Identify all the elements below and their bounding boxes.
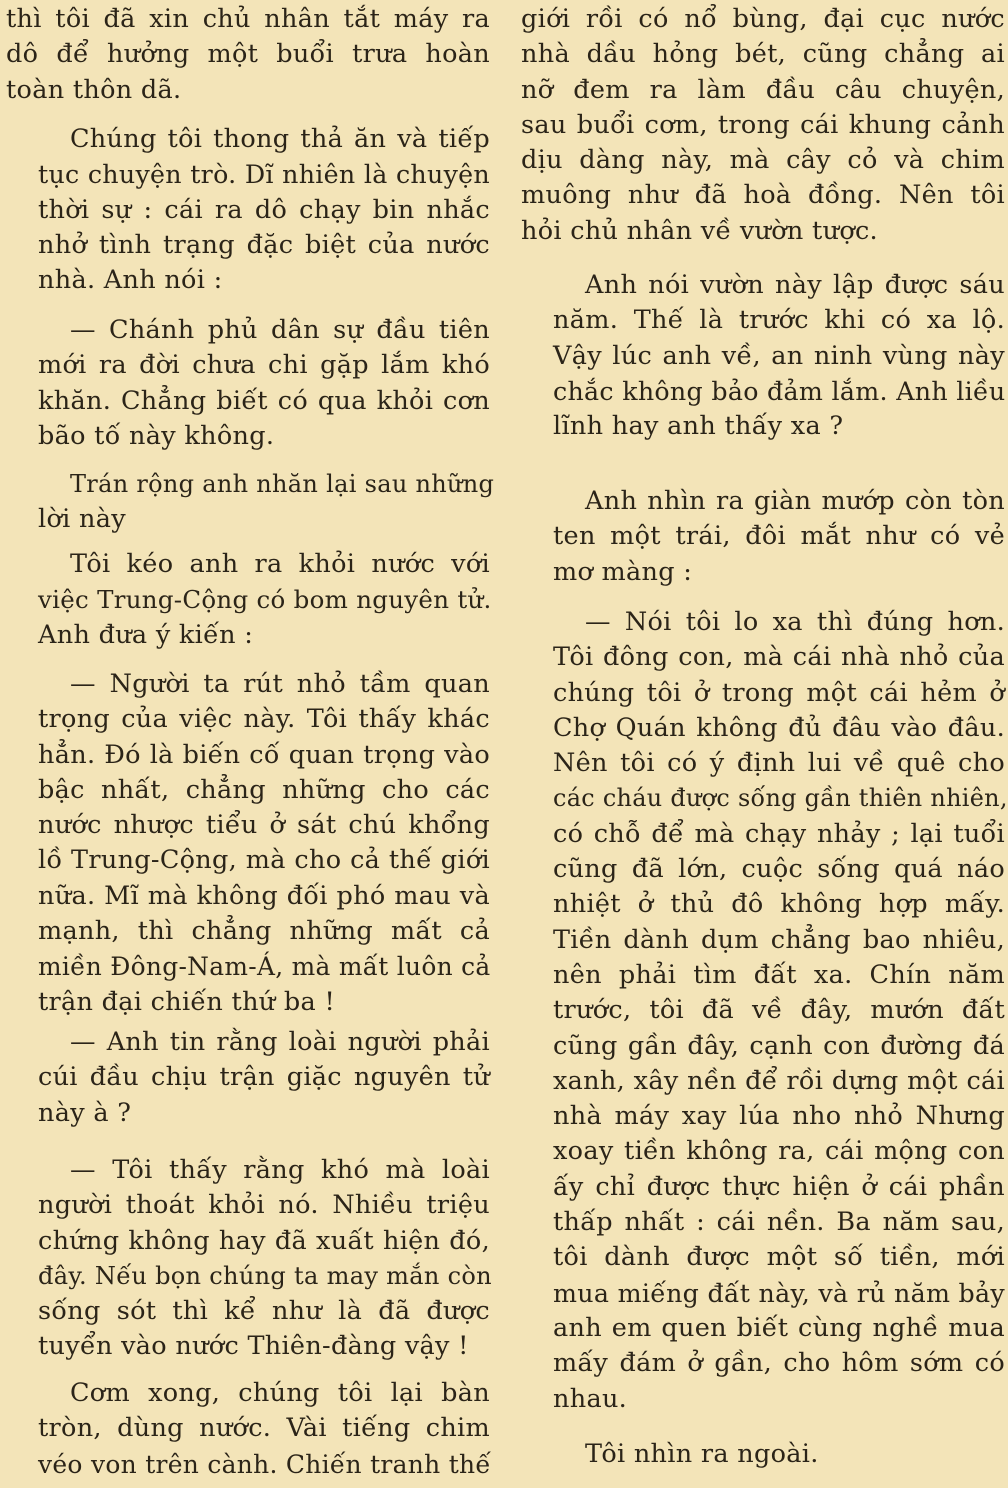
text-line: mua miếng đất này, và rủ năm bảy xyxy=(553,1278,1005,1308)
paragraph xyxy=(6,122,490,298)
text-line: chúng tôi ở trong một cái hẻm ở xyxy=(553,677,1005,708)
paragraph xyxy=(6,1376,490,1482)
text-line: người thoát khỏi nó. Nhiều triệu xyxy=(38,1190,490,1221)
text-line: Trán rộng anh nhăn lại sau những xyxy=(70,470,495,498)
text-line: véo von trên cành. Chiến tranh thế xyxy=(38,1449,492,1479)
text-line: nữa. Mĩ mà không đối phó mau và xyxy=(38,880,490,911)
text-line: miền Đông-Nam-Á, mà mất luôn cả xyxy=(38,952,491,982)
text-line: sống sót thì kể như là đã được xyxy=(38,1296,490,1327)
text-line: nhau. xyxy=(553,1383,628,1414)
text-line: cúi đầu chịu trận giặc nguyên tử xyxy=(38,1062,490,1093)
text-line: giới rồi có nổ bùng, đại cục nước xyxy=(521,4,1005,34)
text-line: — Nói tôi lo xa thì đúng hơn. xyxy=(585,607,1005,637)
text-line: nước nhược tiểu ở sát chú khổng xyxy=(38,810,490,841)
text-line: nhiệt ở thủ đô không hợp mấy. xyxy=(553,889,1005,920)
text-line: — Người ta rút nhỏ tầm quan xyxy=(70,669,490,699)
text-line: tục chuyện trò. Dĩ nhiên là chuyện xyxy=(38,160,490,190)
text-line: cũng đã lớn, cuộc sống quá náo xyxy=(553,854,1005,885)
text-line: lĩnh hay anh thấy xa ? xyxy=(553,411,844,442)
text-line: bão tố này không. xyxy=(38,420,275,451)
text-line: Chúng tôi thong thả ăn và tiếp xyxy=(70,124,490,154)
text-line: thời sự : cái ra dô chạy bin nhắc xyxy=(38,194,490,225)
text-line: Anh nhìn ra giàn mướp còn tòn xyxy=(585,486,1005,516)
text-line: có chỗ để mà chạy nhảy ; lại tuổi xyxy=(553,818,1005,849)
text-line: Tôi kéo anh ra khỏi nước với xyxy=(70,549,490,579)
paragraph xyxy=(6,667,490,1020)
text-line: các cháu được sống gần thiên nhiên, xyxy=(553,784,1008,813)
text-line: tuyển vào nước Thiên-đàng vậy ! xyxy=(38,1331,469,1362)
text-line: nỡ đem ra làm đầu câu chuyện, xyxy=(521,74,1005,105)
paragraph xyxy=(521,1437,1005,1472)
text-line: thấp nhất : cái nền. Ba năm sau, xyxy=(553,1207,1005,1238)
paragraph xyxy=(6,313,490,454)
text-line: hẳn. Đó là biến cố quan trọng vào xyxy=(38,739,490,770)
text-line: này à ? xyxy=(38,1097,132,1128)
text-line: thì tôi đã xin chủ nhân tắt máy ra xyxy=(6,4,490,34)
text-line: tròn, dùng nước. Vài tiếng chim xyxy=(38,1413,490,1444)
text-line: đây. Nếu bọn chúng ta may mắn còn xyxy=(38,1261,492,1290)
paragraph xyxy=(6,467,495,538)
text-line: năm. Thế là trước khi có xa lộ. xyxy=(553,305,1005,336)
text-line: mới ra đời chưa chi gặp lắm khó xyxy=(38,350,490,381)
text-line: Chợ Quán không đủ đâu vào đâu. xyxy=(553,712,1005,743)
text-line: tôi dành được một số tiền, mới xyxy=(553,1242,1005,1273)
paragraph xyxy=(521,2,1005,249)
text-line: xanh, xây nền để rồi dựng một cái xyxy=(553,1065,1005,1096)
text-line: trận đại chiến thứ ba ! xyxy=(38,986,336,1017)
text-line: bậc nhất, chẳng những cho các xyxy=(38,774,490,805)
text-line: — Chánh phủ dân sự đầu tiên xyxy=(70,315,490,345)
paragraph xyxy=(6,1153,490,1365)
text-line: lồ Trung-Cộng, mà cho cả thế giới xyxy=(38,845,490,876)
text-line: chắc không bảo đảm lắm. Anh liều xyxy=(553,376,1006,406)
text-line: lời này xyxy=(38,504,126,535)
text-line: — Tôi thấy rằng khó mà loài xyxy=(70,1155,490,1185)
text-line: trọng của việc này. Tôi thấy khác xyxy=(38,704,490,735)
text-line: Vậy lúc anh về, an ninh vùng này xyxy=(553,340,1005,371)
text-line: Tôi đông con, mà cái nhà nhỏ của xyxy=(553,642,1005,673)
text-line: dịu dàng này, mà cây cỏ và chim xyxy=(521,145,1005,176)
text-line: Nên tôi có ý định lui về quê cho xyxy=(553,748,1005,779)
text-line: toàn thôn dã. xyxy=(6,74,182,105)
paragraph xyxy=(521,268,1005,444)
paragraph xyxy=(521,484,1005,590)
paragraph xyxy=(521,605,1008,1417)
text-line: Tôi nhìn ra ngoài. xyxy=(585,1439,819,1469)
text-line: nên phải tìm đất xa. Chín năm xyxy=(553,959,1005,990)
text-line: mạnh, thì chẳng những mất cả xyxy=(38,916,490,947)
text-line: Anh nói vườn này lập được sáu xyxy=(585,270,1005,300)
text-line: ấy chỉ được thực hiện ở cái phần xyxy=(553,1171,1005,1202)
text-line: Anh đưa ý kiến : xyxy=(38,619,254,650)
paragraph xyxy=(6,547,490,653)
text-line: mơ màng : xyxy=(553,556,693,587)
text-line: cũng gần đây, cạnh con đường đá xyxy=(553,1030,1005,1061)
text-line: chứng không hay đã xuất hiện đó, xyxy=(38,1225,490,1256)
text-line: nhà máy xay lúa nho nhỏ Nhưng xyxy=(553,1101,1005,1132)
text-line: ten một trái, đôi mắt như có vẻ xyxy=(553,521,1005,552)
text-line: trước, tôi đã về đây, mướn đất xyxy=(553,995,1005,1026)
text-line: sau buổi cơm, trong cái khung cảnh xyxy=(521,109,1005,140)
text-line: anh em quen biết cùng nghề mua xyxy=(553,1312,1005,1343)
text-line: nhà. Anh nói : xyxy=(38,265,223,296)
text-line: muông như đã hoà đồng. Nên tôi xyxy=(521,180,1005,211)
text-line: — Anh tin rằng loài người phải xyxy=(70,1027,490,1057)
text-line: nhà dầu hỏng bét, cũng chẳng ai xyxy=(521,39,1005,70)
text-line: mấy đám ở gần, cho hôm sớm có xyxy=(553,1348,1005,1379)
paragraph xyxy=(6,1025,490,1131)
text-line: khăn. Chẳng biết có qua khỏi cơn xyxy=(38,385,490,416)
paragraph xyxy=(6,2,490,108)
text-line: việc Trung-Cộng có bom nguyên tử. xyxy=(38,585,492,615)
text-line: dô để hưởng một buổi trưa hoàn xyxy=(6,39,490,70)
text-line: Cơm xong, chúng tôi lại bàn xyxy=(70,1378,490,1408)
text-line: xoay tiền không ra, cái mộng con xyxy=(553,1136,1005,1167)
text-line: hỏi chủ nhân về vườn tược. xyxy=(521,215,878,246)
text-line: Tiền dành dụm chẳng bao nhiêu, xyxy=(553,924,1005,955)
text-line: nhở tình trạng đặc biệt của nước xyxy=(38,229,490,260)
